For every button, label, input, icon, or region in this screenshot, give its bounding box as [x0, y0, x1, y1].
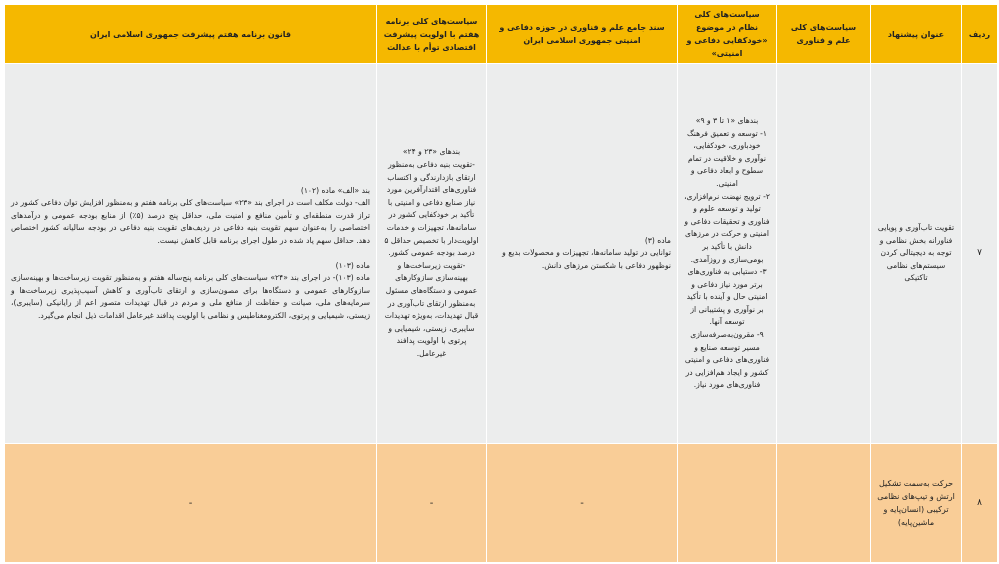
row-title: حرکت به‌سمت تشکیل ارتش و تیپ‌های نظامی ترکیبی (انسان‌پایه و ماشین‌پایه) [870, 444, 961, 563]
header-row-number: ردیف [961, 5, 997, 64]
law-article-text: ماده (۱۰۳)- در اجرای بند «۲۴» سیاست‌های کلی برنامه پنج‌ساله هفتم و به‌منظور تقویت زیرساخت‌ها و بهینه‌سازی سازوکارهای عمومی و دستگاه‌ها برای مصون‌سازی و ارتقای تاب‌آوری و کاهش آسیب‌پذیری زیرساخت‌ها و سرمایه‌های ملی، صیانت و حفاظت از منافع ملی و مردم در قبال تهدیدات متصور اعم از رایانیکی (سایبری)، زیستی، شیمیایی و پرتوی، الکترومغناطیس و نظامی با اولویت پدافند غیرعامل اقدامات ذیل انجام می‌گیرد. [11, 273, 370, 320]
header-defense-document: سند جامع علم و فناوری در حوزه دفاعی و امنیتی جمهوری اسلامی ایران [486, 5, 677, 64]
header-science-policy: سیاست‌های کلی علم و فناوری [776, 5, 870, 64]
header-row [4, 5, 997, 64]
header-self-sufficiency-policy: سیاست‌های کلی نظام در موضوع «خودکفایی دفاعی و امنیتی» [677, 5, 776, 64]
law-clause-text: الف- دولت مکلف است در اجرای بند «۲۳» سیاست‌های کلی برنامه هفتم و به‌منظور افزایش توان دفاعی کشور در تراز قدرت منطقه‌ای و تأمین منافع و امنیت ملی، حداقل پنج درصد (۵٪) از منابع بودجه عمومی و درآمدهای اختصاصی را به‌عنوان سهم تقویت بنیه دفاعی در ردیف‌های تقویت بنیه دفاعی در بودجه سالیانه کشور اختصاص دهد. حداقل سهم یاد شده در طول اجرای برنامه قابل کاهش نیست. [11, 198, 371, 245]
header-seventh-plan-policy: سیاست‌های کلی برنامه هفتم با اولویت پیشرفت اقتصادی توأم با عدالت [376, 5, 486, 64]
defense-document-cell: - [486, 444, 677, 563]
row-number: ۷ [961, 64, 997, 444]
seventh-plan-law-cell: - [4, 444, 376, 563]
science-policy-cell [776, 64, 870, 444]
row-number: ۸ [961, 444, 997, 563]
table-row [4, 444, 997, 563]
header-seventh-plan-law: قانون برنامه هفتم پیشرفت جمهوری اسلامی ایران [4, 5, 376, 64]
seventh-plan-policy-cell: - [376, 444, 486, 563]
policy-comparison-table [4, 5, 997, 563]
self-sufficiency-policy-cell [677, 444, 776, 563]
defense-document-cell: ماده (۳) توانایی در تولید سامانه‌ها، تجهیزات و محصولات بدیع و نوظهور دفاعی با شکستن مرزهای دانش. [486, 64, 677, 444]
header-title: عنوان پیشنهاد [870, 5, 961, 64]
policy-comparison-table-wrapper [4, 5, 997, 561]
row-title: تقویت تاب‌آوری و پویایی فناورانه بخش نظامی و توجه به دیجیتالی کردن سیستم‌های نظامی تاکتیکی [870, 64, 961, 444]
seventh-plan-law-cell [4, 64, 376, 444]
table-row [4, 64, 997, 444]
self-sufficiency-policy-cell: بندهای «۱ تا ۳ و ۹» ۱- توسعه و تعمیق فرهنگ خودباوری، خودکفایی، نوآوری و خلاقیت در تمام سطوح و ابعاد دفاعی و امنیتی. ۲- ترویج نهضت نرم‌افزاری، تولید و توسعه علوم و فناوری و تحقیقات دفاعی و امنیتی و حرکت در مرزهای دانش با تأکید بر بومی‌سازی و روزآمدی. ۳- دستیابی به فناوری‌های برتر مورد نیاز دفاعی و امنیتی حال و آینده با تأکید بر نوآوری و پشتیبانی از توسعه آنها. ۹- مقرون‌به‌صرفه‌سازی مسیر توسعه صنایع و فناوری‌های دفاعی و امنیتی کشور و ایجاد هم‌افزایی در فناوری‌های مورد نیاز. [677, 64, 776, 444]
law-clause-heading: بند «الف» ماده (۱۰۲) [300, 185, 370, 195]
law-article-heading: ماده (۱۰۳) [335, 260, 370, 270]
science-policy-cell [776, 444, 870, 563]
seventh-plan-policy-cell: بندهای «۲۳ و ۲۴» -تقویت بنیه دفاعی به‌منظور ارتقای بازدارندگی و اکتساب فناوری‌های اقتدارآفرین مورد نیاز صنایع دفاعی و امنیتی با تأکید بر خودکفایی کشور در سامانه‌ها، تجهیزات و خدمات اولویت‌دار با تخصیص حداقل ۵ درصد بودجه عمومی کشور. -تقویت زیرساخت‌ها و بهینه‌سازی سازوکارهای عمومی و دستگاه‌های مسئول به‌منظور ارتقای تاب‌آوری در قبال تهدیدات، به‌ویژه تهدیدات سایبری، زیستی، شیمیایی و پرتوی با اولویت پدافند غیرعامل. [376, 64, 486, 444]
